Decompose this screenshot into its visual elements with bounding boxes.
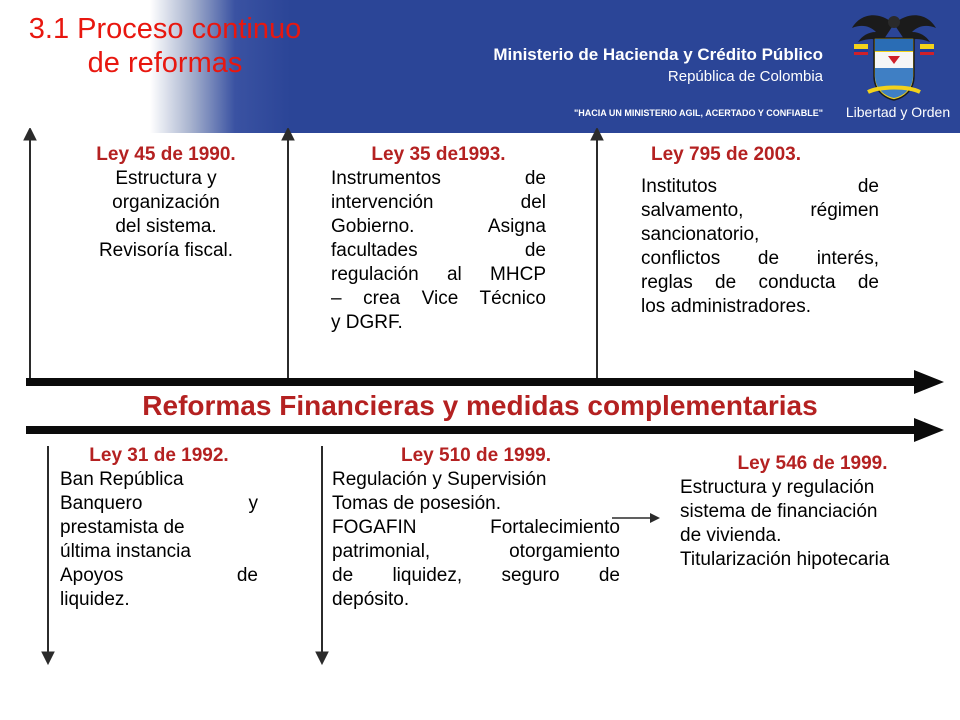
law-heading: Ley 546 de 1999. bbox=[737, 453, 888, 474]
law-line: – crea Vice Técnico bbox=[331, 288, 546, 309]
law-line: Estructura y bbox=[115, 168, 217, 189]
law-heading: Ley 31 de 1992. bbox=[89, 445, 229, 466]
ministry-motto: "HACIA UN MINISTERIO AGIL, ACERTADO Y CONFIABLE" bbox=[573, 108, 823, 118]
law-line: depósito. bbox=[332, 589, 410, 610]
law-line: FOGAFIN Fortalecimiento bbox=[332, 517, 620, 538]
timeline-title: Reformas Financieras y medidas complementarias bbox=[142, 390, 818, 421]
law-line: Estructura y regulación bbox=[680, 477, 875, 498]
law-line: organización bbox=[112, 192, 220, 213]
law-line: salvamento, régimen bbox=[641, 200, 879, 221]
timeline-arrow-bottom bbox=[0, 418, 960, 442]
law-block-ley-510 bbox=[332, 444, 620, 612]
law-line: conflictos de interés, bbox=[641, 248, 879, 269]
law-line: sancionatorio, bbox=[641, 224, 760, 245]
law-line: Regulación y Supervisión bbox=[332, 469, 547, 490]
law-line: de vivienda. bbox=[680, 525, 782, 546]
emblem-caption: Libertad y Orden bbox=[845, 104, 951, 120]
law-line: y DGRF. bbox=[331, 312, 403, 333]
down-arrowhead-1 bbox=[42, 652, 54, 664]
up-arrowhead-3 bbox=[591, 128, 603, 140]
slide-title bbox=[0, 12, 330, 80]
down-arrowhead-2 bbox=[316, 652, 328, 664]
law-line: sistema de financiación bbox=[680, 501, 878, 522]
ministry-name: Ministerio de Hacienda y Crédito Público bbox=[493, 45, 823, 64]
law-line: intervención del bbox=[331, 192, 546, 213]
up-arrowhead-2 bbox=[282, 128, 294, 140]
law-line: regulación al MHCP bbox=[331, 264, 546, 285]
law-heading: Ley 510 de 1999. bbox=[401, 445, 551, 466]
law-line: patrimonial, otorgamiento bbox=[332, 541, 620, 562]
law-block-ley-35 bbox=[331, 143, 546, 335]
slide-title-line-1: 3.1 Proceso continuo bbox=[28, 13, 302, 45]
law-block-ley-795 bbox=[641, 143, 879, 319]
law-line: del sistema. bbox=[115, 216, 217, 237]
law-line: de liquidez, seguro de bbox=[332, 565, 620, 586]
law-line: Instrumentos de bbox=[331, 168, 546, 189]
country-name: República de Colombia bbox=[667, 68, 823, 85]
coat-of-arms-icon bbox=[848, 6, 940, 104]
law-line: liquidez. bbox=[60, 589, 130, 610]
law-line: Titularización hipotecaria bbox=[680, 549, 890, 570]
law-block-ley-31 bbox=[60, 444, 258, 612]
law-line: reglas de conducta de bbox=[641, 272, 879, 293]
law-line: Institutos de bbox=[641, 176, 879, 197]
law-heading: Ley 35 de1993. bbox=[371, 144, 506, 165]
law-block-ley-546 bbox=[680, 452, 945, 572]
slide-title-line-2: de reformas bbox=[87, 47, 243, 79]
ministry-block bbox=[493, 44, 823, 87]
up-arrowhead-1 bbox=[24, 128, 36, 140]
law-line: Apoyos de bbox=[60, 565, 258, 586]
law-line: Tomas de posesión. bbox=[332, 493, 501, 514]
law-line: Revisoría fiscal. bbox=[98, 240, 234, 261]
law-line: Ban República bbox=[60, 469, 184, 490]
law-line: los administradores. bbox=[641, 296, 812, 317]
law-line: prestamista de bbox=[60, 517, 185, 538]
law-block-ley-45 bbox=[52, 143, 280, 263]
law-line: Gobierno. Asigna bbox=[331, 216, 546, 237]
law-line: última instancia bbox=[60, 541, 191, 562]
law-heading: Ley 795 de 2003. bbox=[651, 144, 801, 165]
law-line: Banquero y bbox=[60, 493, 258, 514]
law-heading: Ley 45 de 1990. bbox=[96, 144, 236, 165]
law-line: facultades de bbox=[331, 240, 546, 261]
